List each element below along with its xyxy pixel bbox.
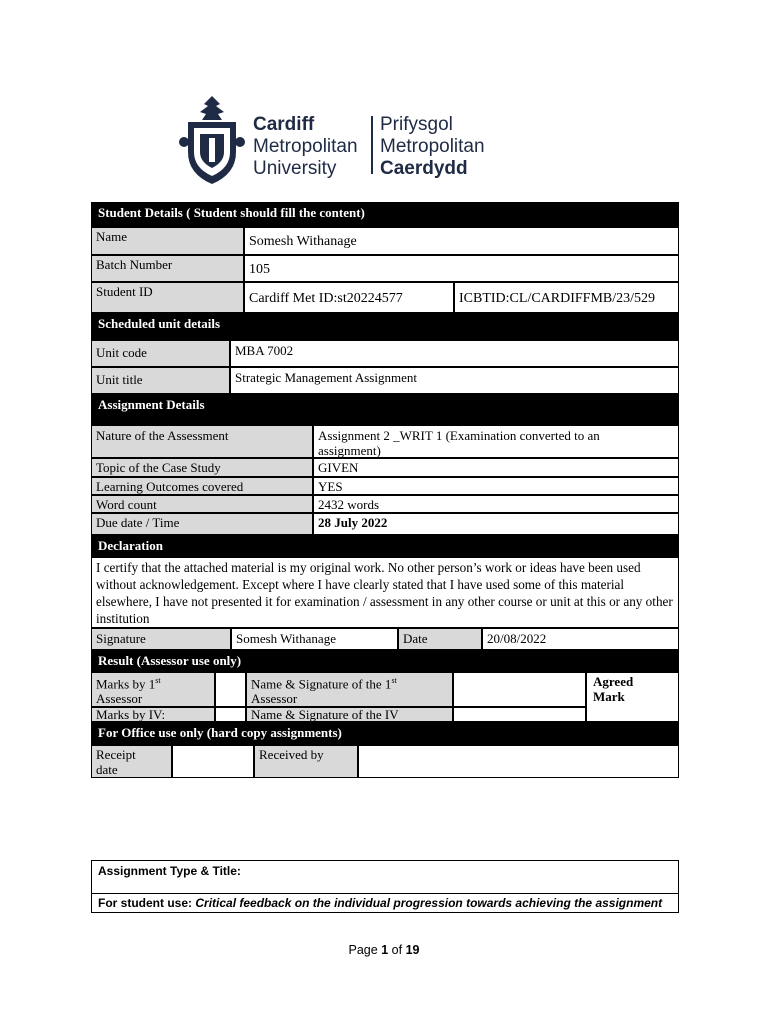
student-id-label: Student ID (91, 282, 244, 313)
name-sig-1st-text2: Assessor (251, 691, 298, 707)
receipt-date-label: Receipt date (91, 745, 172, 778)
student-use-cell (91, 893, 679, 913)
marks-1st-assessor-text2: Assessor (96, 691, 143, 707)
batch-label: Batch Number (91, 255, 244, 282)
page-of-word: of (391, 943, 403, 957)
topic-label: Topic of the Case Study (91, 458, 313, 477)
page-current: 1 (381, 943, 389, 957)
agreed-mark-label: Agreed Mark (586, 672, 679, 722)
crest-icon (178, 92, 246, 188)
student-details-header: Student Details ( Student should fill the content) (91, 202, 679, 227)
name-sig-1st-sup: st (391, 676, 397, 685)
logo-text-metropolitan-cy: Metropolitan (380, 136, 485, 157)
learning-outcomes-value: YES (313, 477, 679, 495)
assignment-type-title-cell: Assignment Type & Title: (91, 860, 679, 894)
student-id-value-icbt: ICBTID:CL/CARDIFFMB/23/529 (454, 282, 679, 313)
university-logo (178, 92, 488, 188)
student-use-label: For student use: (98, 896, 193, 910)
word-count-value: 2432 words (313, 495, 679, 513)
marks-iv-label: Marks by IV: (91, 707, 215, 722)
name-sig-1st-assessor-label (246, 672, 453, 707)
marks-1st-sup: st (155, 676, 161, 685)
unit-title-label: Unit title (91, 367, 230, 394)
signature-value: Somesh Withanage (231, 628, 398, 650)
marks-1st-assessor-text: Marks by 1 (96, 676, 156, 692)
received-by-label: Received by (254, 745, 358, 778)
date-label: Date (398, 628, 482, 650)
name-sig-iv-value[interactable] (453, 707, 586, 722)
declaration-header: Declaration (91, 535, 679, 557)
logo-text-cardiff: Cardiff (253, 114, 315, 135)
logo-text-caerdydd: Caerdydd (380, 158, 468, 179)
name-label: Name (91, 227, 244, 255)
office-use-header: For Office use only (hard copy assignments) (91, 722, 679, 745)
marks-1st-assessor-label (91, 672, 215, 707)
marks-1st-assessor-value[interactable] (215, 672, 246, 707)
marks-iv-value[interactable] (215, 707, 246, 722)
nature-label: Nature of the Assessment (91, 425, 313, 458)
unit-code-value: MBA 7002 (230, 340, 679, 367)
receipt-date-value[interactable] (172, 745, 254, 778)
signature-label: Signature (91, 628, 231, 650)
page-number (0, 943, 768, 957)
learning-outcomes-label: Learning Outcomes covered (91, 477, 313, 495)
logo-text-prifysgol: Prifysgol (380, 114, 453, 135)
nature-value: Assignment 2 _WRIT 1 (Examination converted to an assignment) (313, 425, 679, 458)
name-value: Somesh Withanage (244, 227, 679, 255)
student-use-text: Critical feedback on the individual progression towards achieving the assignment (195, 896, 663, 910)
assignment-details-header: Assignment Details (91, 394, 679, 425)
page-word: Page (348, 943, 378, 957)
result-header: Result (Assessor use only) (91, 650, 679, 672)
name-sig-1st-text: Name & Signature of the 1 (251, 676, 392, 692)
due-date-value: 28 July 2022 (313, 513, 679, 535)
received-by-value[interactable] (358, 745, 679, 778)
declaration-text: I certify that the attached material is my original work. No other person’s work or ideas have been used without acknowledgement. Except where I have clearly stated that I have used some of this material elsewhere, I have not presented it for examination / assessment in any other course or unit at this or any other institution (91, 557, 679, 628)
unit-details-header: Scheduled unit details (91, 313, 679, 340)
word-count-label: Word count (91, 495, 313, 513)
logo-text-university: University (253, 158, 337, 179)
batch-value: 105 (244, 255, 679, 282)
unit-title-value: Strategic Management Assignment (230, 367, 679, 394)
page-total: 19 (405, 943, 420, 957)
topic-value: GIVEN (313, 458, 679, 477)
student-id-value-cardiff: Cardiff Met ID:st20224577 (244, 282, 454, 313)
logo-divider (371, 116, 373, 174)
logo-text-metropolitan: Metropolitan (253, 136, 358, 157)
name-sig-1st-assessor-value[interactable] (453, 672, 586, 707)
due-date-label: Due date / Time (91, 513, 313, 535)
unit-code-label: Unit code (91, 340, 230, 367)
name-sig-iv-label: Name & Signature of the IV (246, 707, 453, 722)
date-value: 20/08/2022 (482, 628, 679, 650)
